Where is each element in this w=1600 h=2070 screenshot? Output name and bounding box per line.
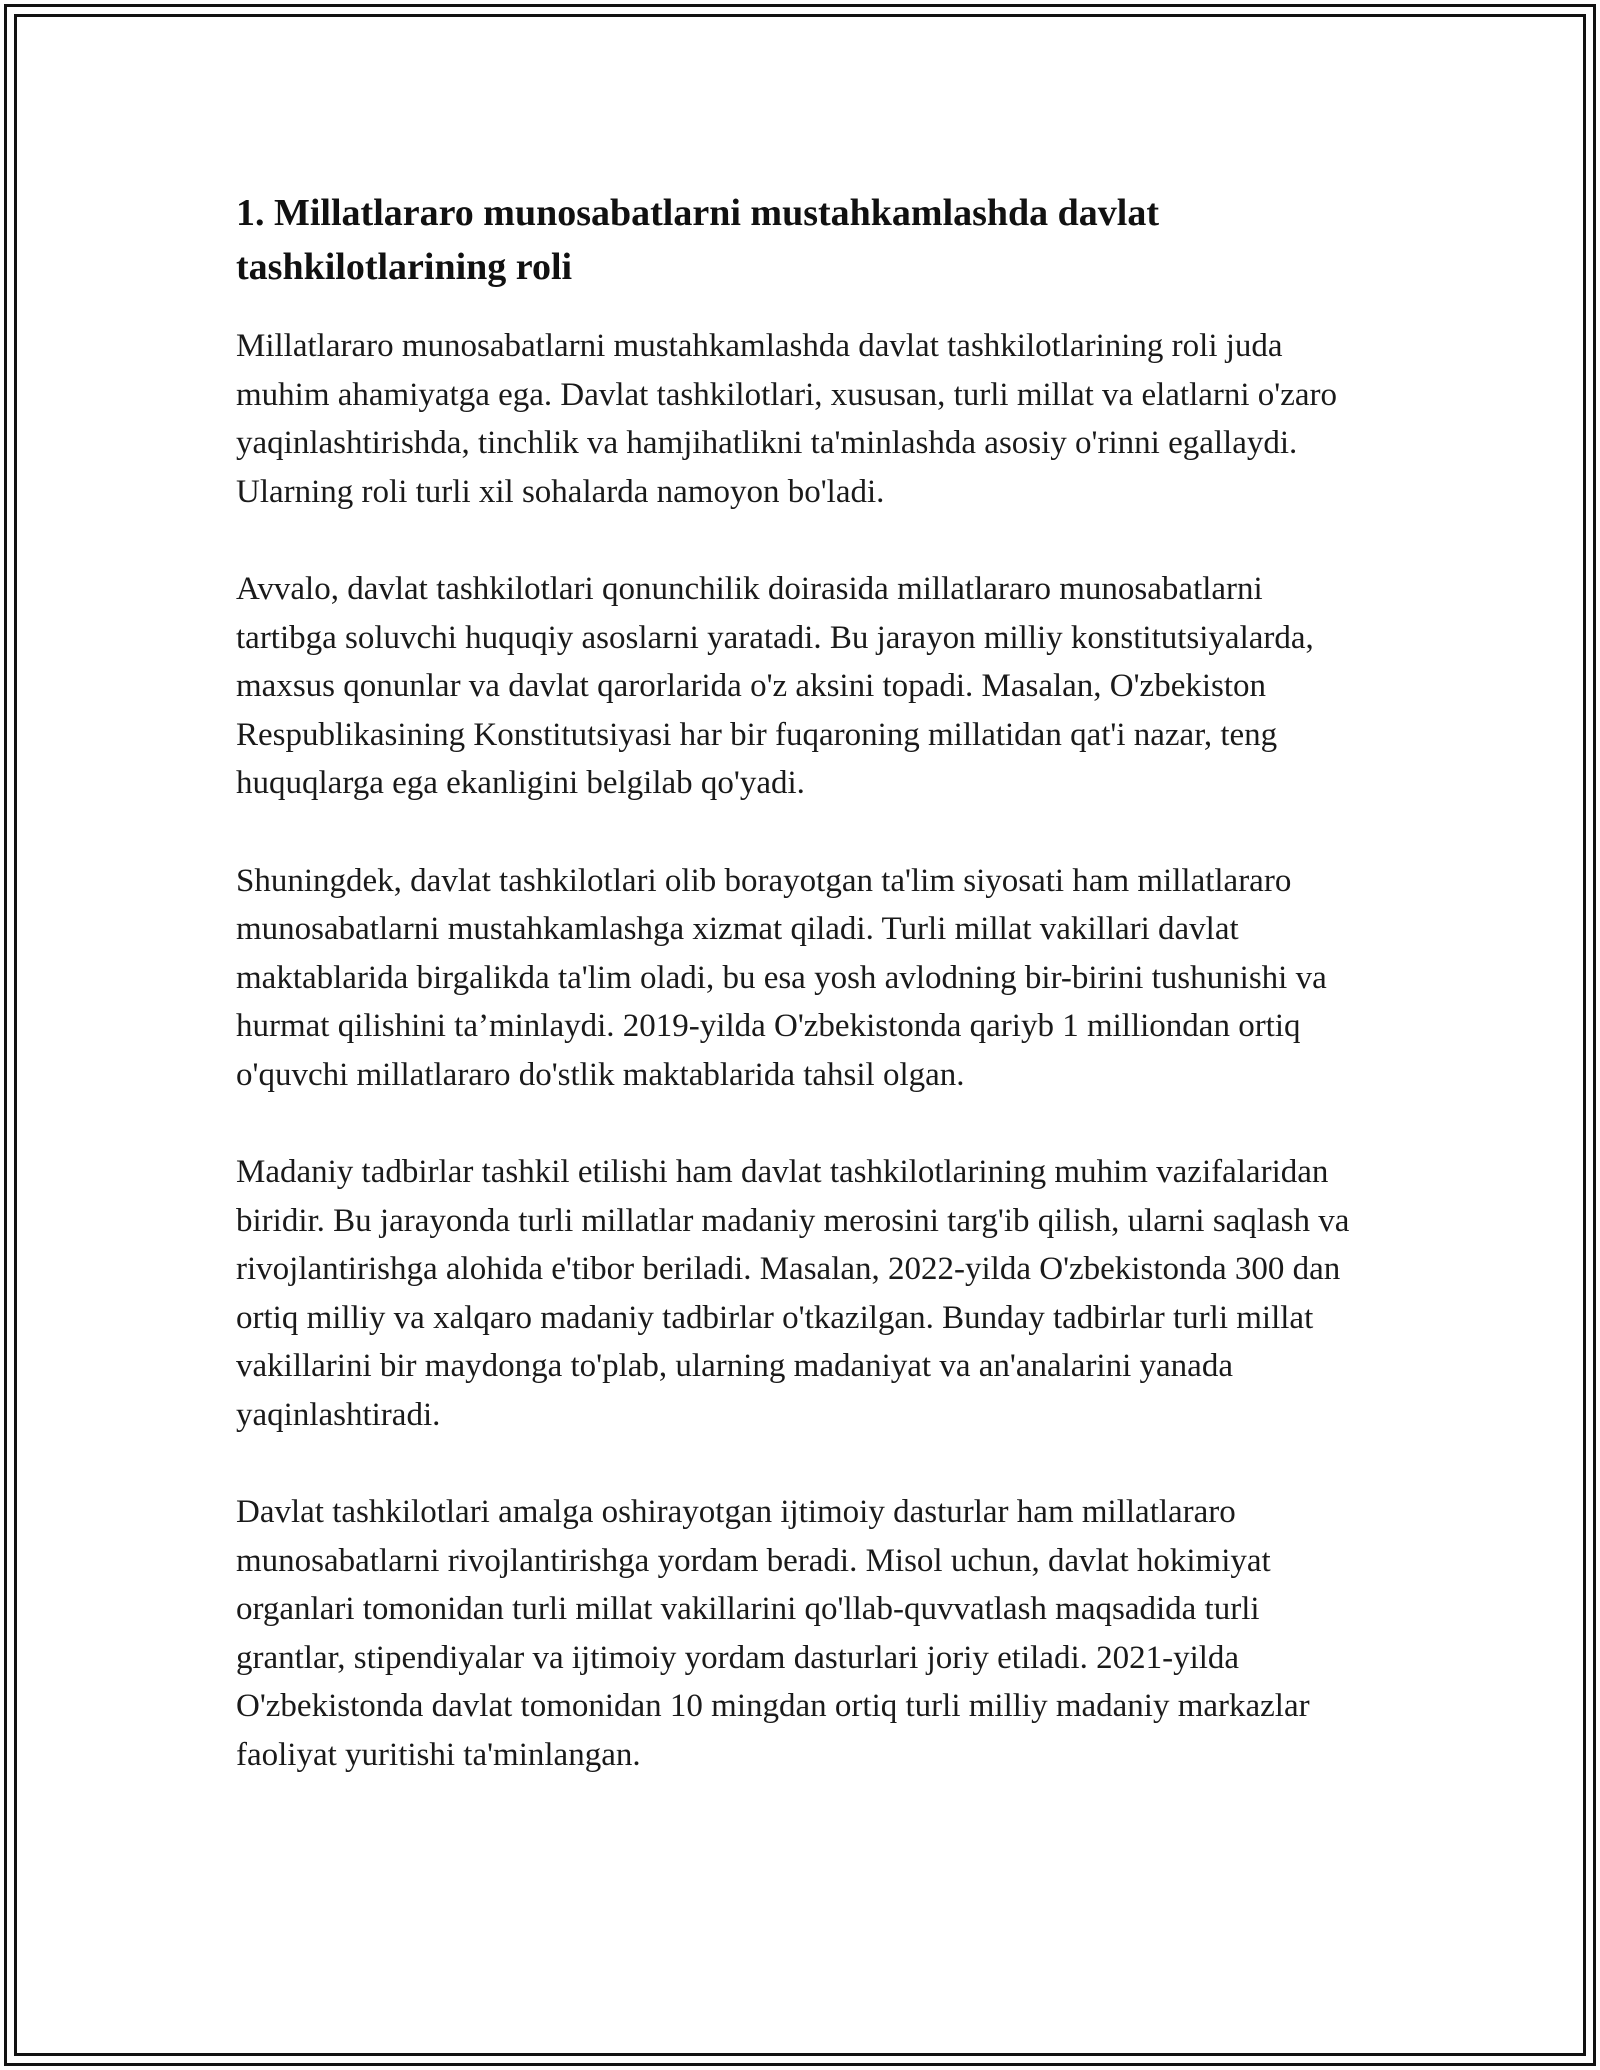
document-body xyxy=(236,186,1366,1828)
paragraph-culture: Madaniy tadbirlar tashkil etilishi ham davlat tashkilotlarining muhim vazifalaridan biridir. Bu jarayonda turli millatlar madaniy merosini targ'ib qilish, ularni saqlash va rivojlantirishga alohida e'tibor beriladi. Masalan, 2022-yilda O'zbekistonda 300 dan ortiq milliy va xalqaro madaniy tadbirlar o'tkazilgan. Bunday tadbirlar turli millat vakillarini bir maydonga to'plab, ularning madaniyat va an'analarini yanada yaqinlashtiradi. xyxy=(236,1154,1350,1433)
section-title: 1. Millatlararo munosabatlarni mustahkamlashda davlat tashkilotlarining roli xyxy=(236,192,1160,288)
paragraph-social-programs: Davlat tashkilotlari amalga oshirayotgan ijtimoiy dasturlar ham millatlararo munosabatlarni rivojlantirishga yordam beradi. Misol uchun, davlat hokimiyat organlari tomonidan turli millat vakillarini qo'llab-quvvatlash maqsadida turli grantlar, stipendiyalar va ijtimoiy yordam dasturlari joriy etiladi. 2021-yilda O'zbekistonda davlat tomonidan 10 mingdan ortiq turli milliy madaniy markazlar faoliyat yuritishi ta'minlangan. xyxy=(236,1494,1310,1773)
paragraph-intro: Millatlararo munosabatlarni mustahkamlashda davlat tashkilotlarining roli juda muhim ahamiyatga ega. Davlat tashkilotlari, xususan, turli millat va elatlarni o'zaro yaqinlashtirishda, tinchlik va hamjihatlikni ta'minlashda asosiy o'rinni egallaydi. Ularning roli turli xil sohalarda namoyon bo'ladi. xyxy=(236,328,1338,510)
paragraph-education: Shuningdek, davlat tashkilotlari olib borayotgan ta'lim siyosati ham millatlararo munosabatlarni mustahkamlashga xizmat qiladi. Turli millat vakillari davlat maktablarida birgalikda ta'lim oladi, bu esa yosh avlodning bir-birini tushunishi va hurmat qilishini ta’minlaydi. 2019-yilda O'zbekistonda qariyb 1 milliondan ortiq o'quvchi millatlararo do'stlik maktablarida tahsil olgan. xyxy=(236,862,1327,1093)
paragraph-legislation: Avvalo, davlat tashkilotlari qonunchilik doirasida millatlararo munosabatlarni tartibga soluvchi huquqiy asoslarni yaratadi. Bu jarayon milliy konstitutsiyalarda, maxsus qonunlar va davlat qarorlarida o'z aksini topadi. Masalan, O'zbekiston Respublikasining Konstitutsiyasi har bir fuqaroning millatidan qat'i nazar, teng huquqlarga ega ekanligini belgilab qo'yadi. xyxy=(236,571,1314,801)
